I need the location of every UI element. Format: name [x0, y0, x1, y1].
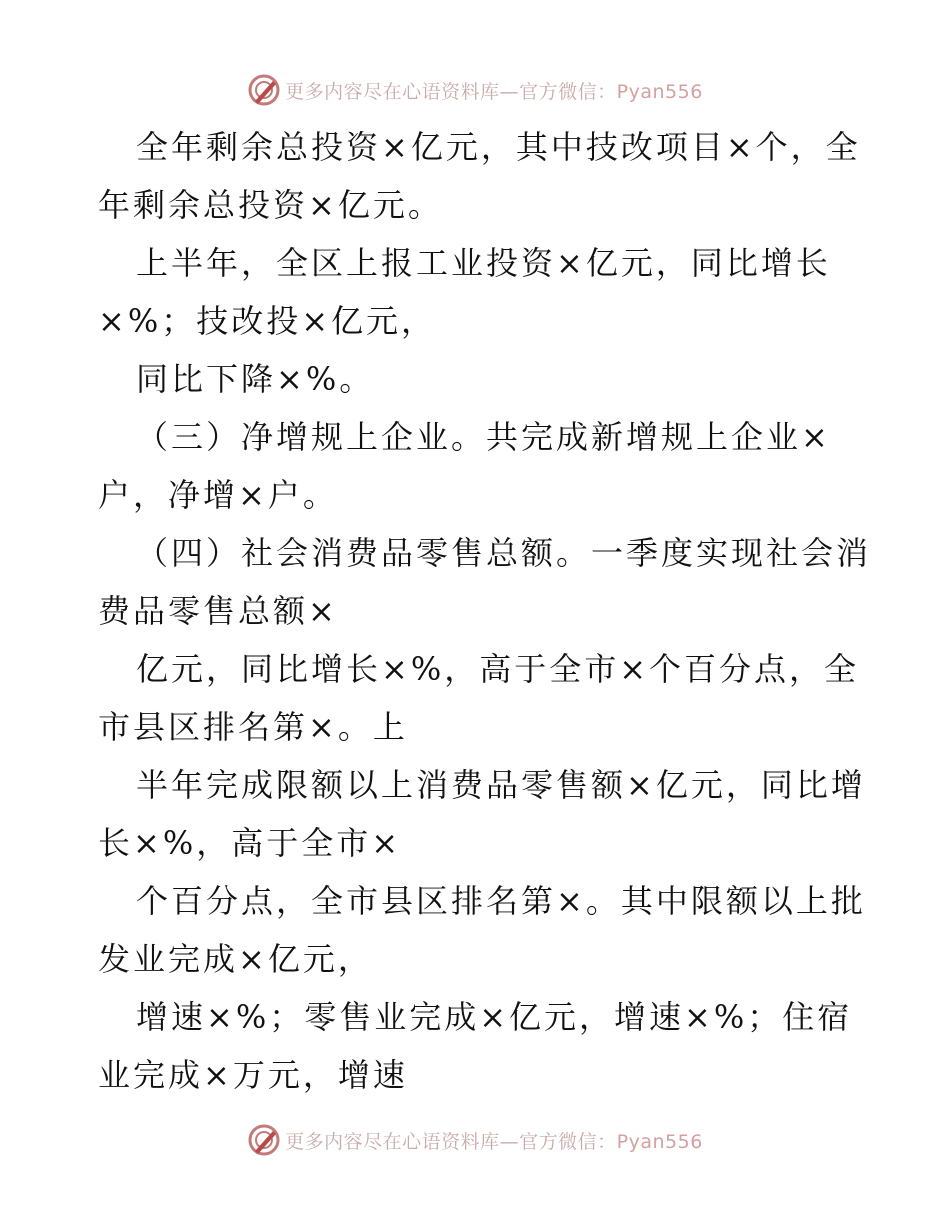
text-line: （三）净增规上企业。共完成新增规上企业× — [136, 418, 831, 456]
text-line: 市县区排名第×。上 — [98, 708, 408, 746]
text-line: 上半年，全区上报工业投资×亿元，同比增长 — [136, 244, 831, 282]
text-line: 户，净增×户。 — [98, 476, 338, 514]
text-line: ×%；技改投×亿元， — [98, 302, 437, 340]
text-line: 亿元，同比增长×%，高于全市×个百分点，全 — [136, 650, 860, 688]
text-line: 业完成×万元，增速 — [98, 1056, 408, 1094]
pen-logo-icon — [247, 1123, 281, 1157]
text-line: 年剩余总投资×亿元。 — [98, 186, 443, 224]
text-line: 同比下降×%。 — [136, 360, 375, 398]
text-line: 全年剩余总投资×亿元，其中技改项目×个，全 — [136, 128, 861, 166]
text-line: 增速×%；零售业完成×亿元，增速×%；住宿 — [136, 998, 853, 1036]
header-account: Pyan556 — [616, 80, 703, 103]
footer-account: Pyan556 — [616, 1130, 703, 1153]
pen-logo-icon — [247, 73, 281, 107]
footer-watermark-text: 更多内容尽在心语资料库—官方微信：Pyan556 — [285, 1130, 703, 1153]
text-line: 费品零售总额× — [98, 592, 338, 630]
text-line: （四）社会消费品零售总额。一季度实现社会消 — [136, 534, 872, 572]
text-line: 个百分点，全市县区排名第×。其中限额以上批 — [136, 882, 866, 920]
header-watermark-text: 更多内容尽在心语资料库—官方微信：Pyan556 — [285, 80, 703, 103]
text-line: 半年完成限额以上消费品零售额×亿元，同比增 — [136, 766, 866, 804]
text-line: 发业完成×亿元， — [98, 940, 373, 978]
header-watermark — [0, 70, 950, 110]
footer-watermark — [0, 1120, 950, 1160]
text-line: 长×%，高于全市× — [98, 824, 402, 862]
